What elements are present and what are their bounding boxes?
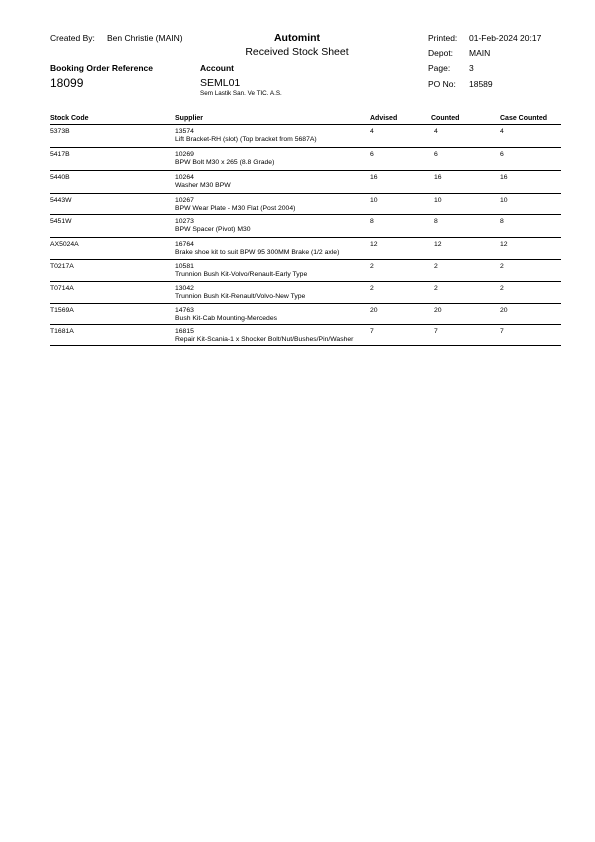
supplier-code-cell: 10269 — [175, 151, 194, 158]
row-divider — [50, 147, 561, 148]
booking-ref-label: Booking Order Reference — [50, 63, 153, 73]
row-divider — [50, 214, 561, 215]
description-cell: BPW Wear Plate - M30 Flat (Post 2004) — [175, 205, 296, 212]
description-cell: Trunnion Bush Kit-Volvo/Renault-Early Type — [175, 271, 308, 278]
case-counted-cell: 10 — [500, 197, 508, 204]
counted-cell: 2 — [434, 263, 438, 270]
table-row — [0, 261, 595, 283]
stock-code-cell: T0217A — [50, 263, 74, 270]
page-number: 3 — [469, 63, 474, 73]
advised-cell: 2 — [370, 263, 374, 270]
case-counted-cell: 16 — [500, 174, 508, 181]
counted-cell: 20 — [434, 307, 442, 314]
counted-cell: 7 — [434, 328, 438, 335]
stock-code-cell: T0714A — [50, 285, 74, 292]
supplier-code-cell: 10273 — [175, 218, 194, 225]
case-counted-cell: 2 — [500, 285, 504, 292]
printed-value: 01-Feb-2024 20:17 — [469, 33, 542, 43]
counted-cell: 4 — [434, 128, 438, 135]
supplier-code-cell: 13042 — [175, 285, 194, 292]
description-cell: BPW Spacer (Pivot) M30 — [175, 226, 251, 233]
stock-code-cell: 5443W — [50, 197, 72, 204]
row-divider — [50, 237, 561, 238]
document-title: Automint — [273, 32, 321, 44]
case-counted-cell: 4 — [500, 128, 504, 135]
row-divider — [50, 324, 561, 325]
counted-cell: 10 — [434, 197, 442, 204]
column-header-advised: Advised — [370, 115, 398, 122]
row-divider — [50, 303, 561, 304]
supplier-code-cell: 16815 — [175, 328, 194, 335]
created-by-value: Ben Christie (MAIN) — [107, 33, 183, 43]
created-by-label: Created By: — [50, 33, 95, 43]
account-code: SEML01 — [200, 77, 241, 89]
row-divider — [50, 345, 561, 346]
stock-code-cell: T1681A — [50, 328, 74, 335]
advised-cell: 6 — [370, 151, 374, 158]
case-counted-cell: 7 — [500, 328, 504, 335]
table-row — [0, 149, 595, 171]
depot-label: Depot: — [428, 48, 454, 58]
account-name: Sem Lastik San. Ve TIC. A.S. — [200, 90, 282, 97]
column-header-case-counted: Case Counted — [500, 115, 548, 122]
po-label: PO No: — [428, 79, 456, 89]
page-label: Page: — [428, 63, 451, 73]
stock-code-cell: T1569A — [50, 307, 74, 314]
counted-cell: 12 — [434, 241, 442, 248]
column-header-supplier: Supplier — [175, 115, 204, 122]
advised-cell: 8 — [370, 218, 374, 225]
description-cell: BPW Bolt M30 x 265 (8.8 Grade) — [175, 159, 275, 166]
advised-cell: 2 — [370, 285, 374, 292]
description-cell: Lift Bracket-RH (slot) (Top bracket from 5687A) — [175, 136, 317, 143]
advised-cell: 10 — [370, 197, 378, 204]
case-counted-cell: 6 — [500, 151, 504, 158]
table-row — [0, 172, 595, 194]
table-row — [0, 283, 595, 305]
case-counted-cell: 20 — [500, 307, 508, 314]
supplier-code-cell: 16764 — [175, 241, 194, 248]
row-divider — [50, 281, 561, 282]
description-cell: Brake shoe kit to suit BPW 95 300MM Brake (1/2 axle) — [175, 249, 340, 256]
description-cell: Repair Kit-Scania-1 x Shocker Bolt/Nut/Bushes/Pin/Washer — [175, 336, 354, 343]
stock-code-cell: 5451W — [50, 218, 72, 225]
advised-cell: 4 — [370, 128, 374, 135]
description-cell: Washer M30 BPW — [175, 182, 231, 189]
column-header-stock-code: Stock Code — [50, 115, 89, 122]
supplier-code-cell: 10267 — [175, 197, 194, 204]
advised-cell: 20 — [370, 307, 378, 314]
booking-ref-value: 18099 — [50, 76, 84, 90]
supplier-code-cell: 10264 — [175, 174, 194, 181]
depot-value: MAIN — [469, 48, 491, 58]
advised-cell: 12 — [370, 241, 378, 248]
printed-label: Printed: — [428, 33, 458, 43]
stock-code-cell: 5440B — [50, 174, 70, 181]
account-label: Account — [200, 63, 234, 73]
table-row — [0, 126, 595, 148]
row-divider — [50, 259, 561, 260]
counted-cell: 6 — [434, 151, 438, 158]
stock-code-cell: 5373B — [50, 128, 70, 135]
case-counted-cell: 2 — [500, 263, 504, 270]
document-subtitle: Received Stock Sheet — [245, 46, 349, 58]
supplier-code-cell: 14763 — [175, 307, 194, 314]
supplier-code-cell: 13574 — [175, 128, 194, 135]
supplier-code-cell: 10581 — [175, 263, 194, 270]
row-divider — [50, 170, 561, 171]
table-header-divider — [50, 124, 561, 125]
case-counted-cell: 8 — [500, 218, 504, 225]
stock-code-cell: 5417B — [50, 151, 70, 158]
counted-cell: 2 — [434, 285, 438, 292]
column-header-counted: Counted — [431, 115, 460, 122]
advised-cell: 16 — [370, 174, 378, 181]
stock-code-cell: AX5024A — [50, 241, 79, 248]
counted-cell: 16 — [434, 174, 442, 181]
counted-cell: 8 — [434, 218, 438, 225]
advised-cell: 7 — [370, 328, 374, 335]
description-cell: Trunnion Bush Kit-Renault/Volvo-New Type — [175, 293, 306, 300]
table-row — [0, 239, 595, 261]
row-divider — [50, 193, 561, 194]
description-cell: Bush Kit-Cab Mounting-Mercedes — [175, 315, 277, 322]
table-row — [0, 216, 595, 238]
case-counted-cell: 12 — [500, 241, 508, 248]
po-number: 18589 — [469, 79, 493, 89]
